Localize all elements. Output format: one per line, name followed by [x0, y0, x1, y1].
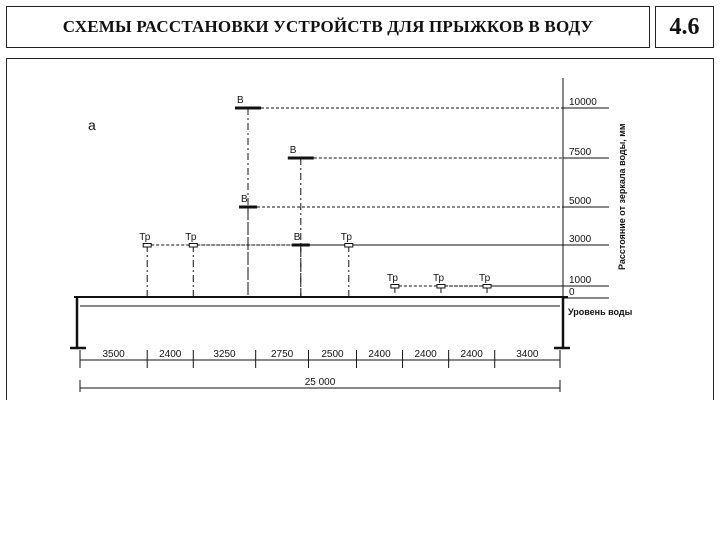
spacing-dimension-label: 2400: [368, 349, 391, 360]
height-tick-label: 3000: [569, 234, 592, 245]
height-tick-label: 7500: [569, 147, 592, 158]
spacing-dimension-label: 2400: [460, 349, 483, 360]
platform-mark: [239, 206, 257, 209]
spacing-dimension-label: 2400: [414, 349, 437, 360]
spacing-dimension-label: 3250: [213, 349, 236, 360]
springboard-label: Тр: [340, 232, 352, 243]
diving-devices: [139, 95, 563, 298]
springboard-label: Тр: [386, 273, 398, 284]
platform-label: В: [293, 232, 301, 243]
springboard-mark: [437, 285, 445, 289]
spacing-dimension-label: 3500: [102, 349, 125, 360]
spacing-dimension-label: 2400: [159, 349, 182, 360]
spacing-dimension-label: 2750: [270, 349, 294, 360]
water-level-label: Уровень воды: [568, 307, 633, 317]
springboard-mark: [143, 244, 151, 248]
panel-label: а: [88, 117, 96, 133]
total-dimension-label: 25 000: [304, 377, 336, 388]
springboard-mark: [483, 285, 491, 289]
pool-section: [70, 297, 570, 348]
vertical-axis-label: Расстояние от зеркала воды, мм: [617, 123, 627, 270]
springboard-label: Тр: [139, 232, 151, 243]
platform-mark: [235, 107, 261, 110]
platform-label: В: [241, 194, 248, 205]
springboard-label: Тр: [432, 273, 445, 284]
springboard-mark: [345, 244, 353, 248]
springboard-label: Тр: [185, 232, 197, 243]
dimension-lines: [80, 349, 560, 392]
springboard-mark: [391, 285, 399, 289]
height-ticks: [563, 97, 609, 298]
platform-label: В: [289, 145, 297, 156]
spacing-dimension-label: 2500: [321, 349, 344, 360]
spacing-dimension-label: 3400: [516, 349, 539, 360]
height-tick-label: 0: [569, 287, 575, 298]
section-number: 4.6: [669, 13, 700, 40]
height-tick-label: 10000: [569, 97, 597, 108]
height-tick-label: 1000: [569, 275, 592, 286]
page-title: СХЕМЫ РАССТАНОВКИ УСТРОЙСТВ ДЛЯ ПРЫЖКОВ В ВОДУ: [62, 17, 594, 36]
height-tick-label: 5000: [569, 196, 592, 207]
platform-label: В: [237, 95, 244, 106]
springboard-label: Тр: [479, 273, 491, 284]
springboard-mark: [189, 244, 197, 248]
platform-mark: [288, 157, 314, 160]
